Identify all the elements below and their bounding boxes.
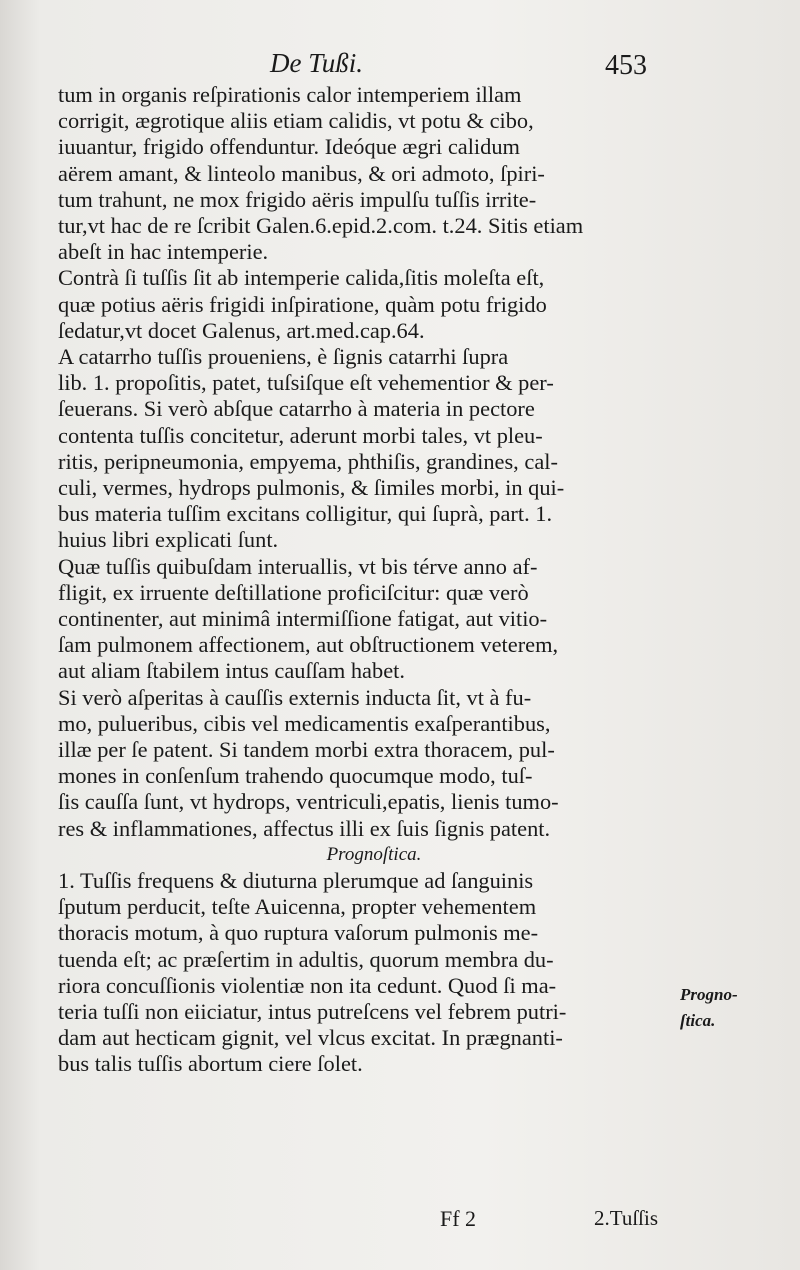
text-line: culi, vermes, hydrops pulmonis, & ſimiles morbi, in qui- (58, 475, 565, 501)
text-line: quæ potius aëris frigidi inſpiratione, quàm potu frigido (58, 291, 547, 317)
text-line: tur,vt hac de re ſcribit Galen.6.epid.2.com. t.24. Sitis etiam (58, 213, 584, 239)
text-line: ſis cauſſa ſunt, vt hydrops, ventriculi,epatis, lienis tumo- (58, 789, 559, 815)
text-line: Contrà ſi tuſſis ſit ab intemperie calida,ſitis moleſta eſt, (58, 265, 545, 291)
text-line: Quæ tuſſis quibuſdam interuallis, vt bis térve anno af- (58, 553, 538, 579)
main-text (58, 82, 670, 1078)
text-line: tuenda eſt; ac præſertim in adultis, quorum membra du- (58, 946, 554, 972)
text-line: dam aut hecticam gignit, vel vlcus excitat. In prægnanti- (58, 1025, 563, 1051)
paragraph (58, 344, 670, 554)
page-footer (0, 1206, 800, 1236)
text-line: aut aliam ſtabilem intus cauſſam habet. (58, 658, 405, 684)
paragraphs-before (58, 82, 670, 842)
paragraph (58, 265, 670, 344)
margin-note-line: Progno- (680, 985, 738, 1004)
text-line: ſam pulmonem affectionem, aut obſtructionem veterem, (58, 632, 559, 658)
text-line: ritis, peripneumonia, empyema, phthiſis, grandines, cal- (58, 448, 558, 474)
text-line: riora concuſſionis violentiæ non ita cedunt. Quod ſi ma- (58, 972, 557, 998)
margin-note (680, 982, 790, 1034)
paragraph (58, 554, 670, 685)
text-line: aërem amant, & linteolo manibus, & ori admoto, ſpiri- (58, 160, 545, 186)
text-line: tum trahunt, ne mox frigido aëris impulſu tuſſis irrite- (58, 186, 537, 212)
text-line: bus talis tuſſis abortum ciere ſolet. (58, 1051, 363, 1077)
text-line: illæ per ſe patent. Si tandem morbi extra thoracem, pul- (58, 737, 555, 763)
text-line: lib. 1. propoſitis, patet, tuſsiſque eſt vehementior & per- (58, 370, 554, 396)
text-line: mones in conſenſum trahendo quocumque modo, tuſ- (58, 763, 533, 789)
text-line: mo, pulueribus, cibis vel medicamentis exaſperantibus, (58, 710, 551, 736)
text-line: Si verò aſperitas à cauſſis externis inducta ſit, vt à fu- (58, 684, 532, 710)
text-line: res & inflammationes, affectus illi ex ſuis ſignis patent. (58, 815, 551, 841)
text-line: teria tuſſi non eiiciatur, intus putreſcens vel febrem putri- (58, 998, 567, 1024)
text-line: continenter, aut minimâ intermiſſione fatigat, aut vitio- (58, 606, 548, 632)
text-line: thoracis motum, à quo ruptura vaſorum pulmonis me- (58, 920, 539, 946)
text-line: ſeuerans. Si verò abſque catarrho à materia in pectore (58, 396, 535, 422)
text-line: ſedatur,vt docet Galenus, art.med.cap.64. (58, 317, 425, 343)
margin-note-line: ſtica. (680, 1011, 716, 1030)
section-heading: Prognoſtica. (326, 843, 422, 865)
text-line: ſputum perducit, teſte Auicenna, propter vehementem (58, 894, 537, 920)
running-title: De Tußi. (270, 48, 364, 78)
text-line: corrigit, ægrotique aliis etiam calidis, vt potu & cibo, (58, 108, 534, 134)
paragraphs-after (58, 868, 670, 1078)
text-line: 1. Tuſſis frequens & diuturna plerumque ad ſanguinis (58, 867, 534, 893)
paragraph (58, 868, 670, 1078)
page-number: 453 (605, 50, 647, 81)
text-line: bus materia tuſſim excitans colligitur, qui ſuprà, part. 1. (58, 501, 553, 527)
catchword: 2.Tuſſis (594, 1206, 659, 1230)
text-line: fligit, ex irruente deſtillatione proficiſcitur: quæ verò (58, 579, 529, 605)
paragraph (58, 82, 670, 265)
text-line: contenta tuſſis concitetur, aderunt morbi tales, vt pleu- (58, 422, 543, 448)
text-line: tum in organis reſpirationis calor intemperiem illam (58, 82, 522, 107)
signature-mark: Ff 2 (440, 1206, 477, 1231)
paragraph (58, 685, 670, 842)
text-line: iuuantur, frigido offenduntur. Ideóque ægri calidum (58, 134, 520, 160)
text-line: A catarrho tuſſis proueniens, è ſignis catarrhi ſupra (58, 344, 509, 370)
text-line: abeſt in hac intemperie. (58, 239, 269, 265)
text-line: huius libri explicati ſunt. (58, 527, 279, 553)
